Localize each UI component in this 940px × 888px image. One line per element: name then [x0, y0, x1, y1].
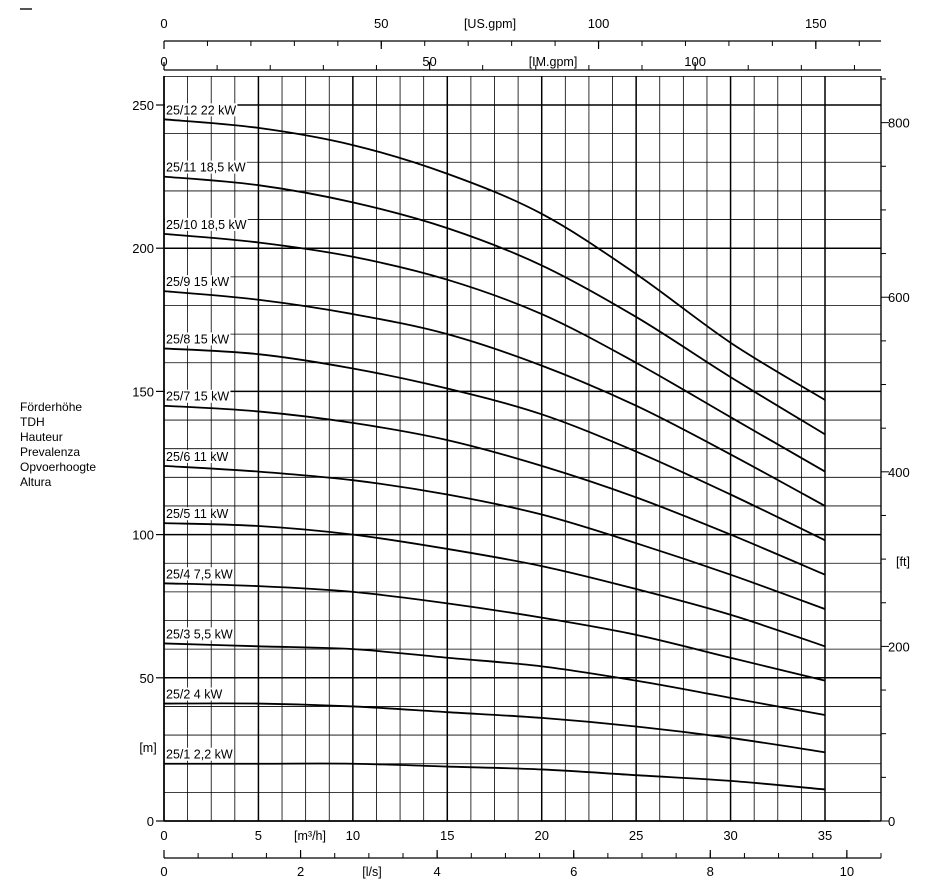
curve-label-25-4: 25/4 7,5 kW [166, 567, 233, 582]
y2-tick-label: 600 [888, 290, 910, 306]
curve-label-25-9: 25/9 15 kW [166, 275, 230, 290]
x-tick-label: 10 [345, 828, 361, 843]
head-label-fr: Hauteur [20, 430, 63, 444]
curve-label-25-3: 25/3 5,5 kW [166, 627, 233, 642]
ls-axis-tick-label: 6 [570, 864, 578, 879]
head-label-de: Förderhöhe [20, 400, 83, 414]
chart-labels [165, 103, 248, 761]
x-tick-label: 25 [628, 828, 644, 843]
x-tick-label: 35 [817, 828, 833, 843]
us-gpm-axis [160, 16, 881, 49]
y2-tick-label: 0 [888, 814, 896, 829]
head-label-es: Altura [20, 475, 52, 489]
curve-label-25-7: 25/7 15 kW [166, 389, 230, 404]
x-tick-label: 15 [440, 828, 455, 843]
x-tick-label: 20 [534, 828, 549, 843]
ls-axis-tick-label: 8 [706, 864, 714, 879]
y-tick-label: 100 [132, 527, 154, 543]
ls-axis-unit-label: [l/s] [362, 865, 382, 879]
curve-label-25-8: 25/8 15 kW [166, 332, 230, 347]
im-gpm-axis [160, 54, 881, 70]
y-tick-label: 50 [139, 670, 154, 686]
im-gpm-axis-tick-label: 0 [160, 54, 168, 69]
im-gpm-axis-unit-label: [IM.gpm] [528, 55, 578, 69]
ls-axis-tick-label: 10 [839, 864, 855, 879]
head-label-nl: Opvoerhoogte [20, 460, 97, 474]
curve-label-25-6: 25/6 11 kW [166, 449, 229, 464]
im-gpm-axis-tick-label: 50 [422, 54, 437, 69]
y2-tick-label: 800 [888, 115, 910, 131]
y2-tick-label: 200 [888, 639, 910, 655]
ls-axis-tick-label: 4 [433, 864, 441, 879]
us-gpm-axis-tick-label: 0 [160, 16, 168, 31]
y-tick-label: 250 [132, 98, 154, 113]
y2-tick-label: 400 [888, 464, 910, 480]
us-gpm-axis-unit-label: [US.gpm] [463, 17, 517, 31]
x-tick-label: 5 [254, 828, 263, 843]
y2-axis-unit-label: [ft] [896, 555, 910, 569]
y-tick-label: 150 [132, 384, 154, 400]
ls-axis [160, 850, 881, 879]
us-gpm-axis-tick-label: 150 [804, 16, 827, 31]
curve-label-25-12: 25/12 22 kW [166, 103, 237, 118]
y-tick-label: 200 [132, 241, 154, 257]
head-label-it: Prevalenza [20, 445, 81, 459]
curve-label-25-5: 25/5 11 kW [166, 507, 229, 522]
y-axis-unit-label: [m] [139, 741, 157, 755]
y-tick-label: 0 [146, 814, 154, 829]
x-axis-unit-label: [m³/h] [294, 829, 326, 843]
curve-label-25-11: 25/11 18,5 kW [166, 160, 246, 175]
ls-axis-tick-label: 0 [160, 864, 168, 879]
us-gpm-axis-tick-label: 100 [587, 16, 610, 31]
head-label-en: TDH [20, 415, 45, 429]
ls-axis-tick-label: 2 [296, 864, 305, 879]
x-tick-label: 30 [723, 828, 738, 843]
im-gpm-axis-tick-label: 100 [684, 54, 706, 69]
chart-axes [132, 16, 910, 879]
curve-label-25-2: 25/2 4 kW [166, 687, 223, 702]
x-tick-label: 0 [160, 828, 168, 843]
us-gpm-axis-tick-label: 50 [374, 16, 389, 31]
curve-label-25-10: 25/10 18,5 kW [166, 217, 247, 232]
curve-label-25-1: 25/1 2,2 kW [166, 747, 233, 762]
